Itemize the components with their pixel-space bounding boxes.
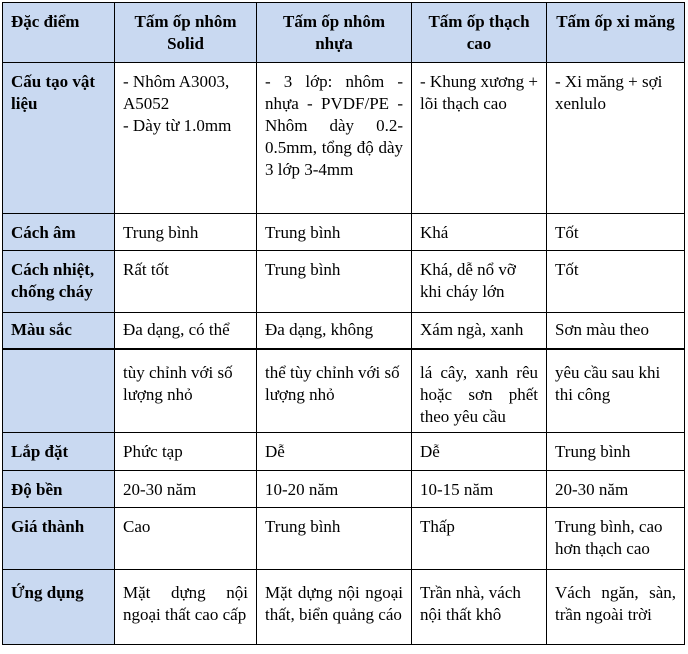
table-cell: - Xi măng + sợi xenlulo bbox=[547, 63, 685, 214]
table-cell: 20-30 năm bbox=[547, 471, 685, 508]
table-cell: Trung bình, cao hơn thạch cao bbox=[547, 508, 685, 570]
table-row bbox=[3, 570, 685, 645]
table-cell: Phức tạp bbox=[115, 433, 257, 471]
row-label-price: Giá thành bbox=[3, 508, 115, 570]
header-cell-feature: Đặc điểm bbox=[3, 3, 115, 63]
table-cell: - 3 lớp: nhôm - nhựa - PVDF/PE - Nhôm dày 0.2-0.5mm, tổng độ dày 3 lớp 3-4mm bbox=[257, 63, 412, 214]
table-row bbox=[3, 313, 685, 349]
row-label-installation: Lắp đặt bbox=[3, 433, 115, 471]
table-cell: Trung bình bbox=[257, 214, 412, 251]
table-cell: Xám ngà, xanh bbox=[412, 313, 547, 349]
row-label-color: Màu sắc bbox=[3, 313, 115, 349]
table-cell: Mặt dựng nội ngoại thất, biển quảng cáo bbox=[257, 570, 412, 645]
table-cell: lá cây, xanh rêu hoặc sơn phết theo yêu cầu bbox=[412, 349, 547, 433]
table-cell: Trung bình bbox=[257, 251, 412, 313]
row-label-empty bbox=[3, 349, 115, 433]
table-cell: Tốt bbox=[547, 251, 685, 313]
header-cell-cement: Tấm ốp xi măng bbox=[547, 3, 685, 63]
table-row bbox=[3, 433, 685, 471]
header-cell-gypsum: Tấm ốp thạch cao bbox=[412, 3, 547, 63]
table-cell: Đa dạng, có thể bbox=[115, 313, 257, 349]
table-cell: thể tùy chỉnh với số lượng nhỏ bbox=[257, 349, 412, 433]
table-cell: - Nhôm A3003, A5052 - Dày từ 1.0mm bbox=[115, 63, 257, 214]
table-cell: Tốt bbox=[547, 214, 685, 251]
table-cell: Đa dạng, không bbox=[257, 313, 412, 349]
row-label-structure: Cấu tạo vật liệu bbox=[3, 63, 115, 214]
table-cell: Khá bbox=[412, 214, 547, 251]
table-cell: Trung bình bbox=[547, 433, 685, 471]
row-label-durability: Độ bền bbox=[3, 471, 115, 508]
table-cell: 20-30 năm bbox=[115, 471, 257, 508]
header-cell-solid-aluminum: Tấm ốp nhôm Solid bbox=[115, 3, 257, 63]
table-row bbox=[3, 214, 685, 251]
row-label-application: Ứng dụng bbox=[3, 570, 115, 645]
table-cell: yêu cầu sau khi thi công bbox=[547, 349, 685, 433]
table-cell: 10-15 năm bbox=[412, 471, 547, 508]
table-cell: Dễ bbox=[412, 433, 547, 471]
comparison-table-container bbox=[2, 2, 685, 645]
table-cell: Mặt dựng nội ngoại thất cao cấp bbox=[115, 570, 257, 645]
table-cell: Rất tốt bbox=[115, 251, 257, 313]
table-row bbox=[3, 251, 685, 313]
table-cell: Khá, dễ nổ vỡ khi cháy lớn bbox=[412, 251, 547, 313]
table-cell: - Khung xương + lõi thạch cao bbox=[412, 63, 547, 214]
table-cell: Trung bình bbox=[257, 508, 412, 570]
table-row bbox=[3, 63, 685, 214]
table-header-row bbox=[3, 3, 685, 63]
table-cell: Cao bbox=[115, 508, 257, 570]
header-cell-aluminum-composite: Tấm ốp nhôm nhựa bbox=[257, 3, 412, 63]
row-label-heat-fire-resistance: Cách nhiệt, chống cháy bbox=[3, 251, 115, 313]
table-cell: 10-20 năm bbox=[257, 471, 412, 508]
table-cell: tùy chỉnh với số lượng nhỏ bbox=[115, 349, 257, 433]
table-row bbox=[3, 508, 685, 570]
row-label-sound-insulation: Cách âm bbox=[3, 214, 115, 251]
table-row bbox=[3, 349, 685, 433]
comparison-table bbox=[2, 2, 685, 645]
table-cell: Vách ngăn, sàn, trần ngoài trời bbox=[547, 570, 685, 645]
table-cell: Trần nhà, vách nội thất khô bbox=[412, 570, 547, 645]
table-cell: Dễ bbox=[257, 433, 412, 471]
table-cell: Trung bình bbox=[115, 214, 257, 251]
table-cell: Thấp bbox=[412, 508, 547, 570]
table-cell: Sơn màu theo bbox=[547, 313, 685, 349]
table-row bbox=[3, 471, 685, 508]
